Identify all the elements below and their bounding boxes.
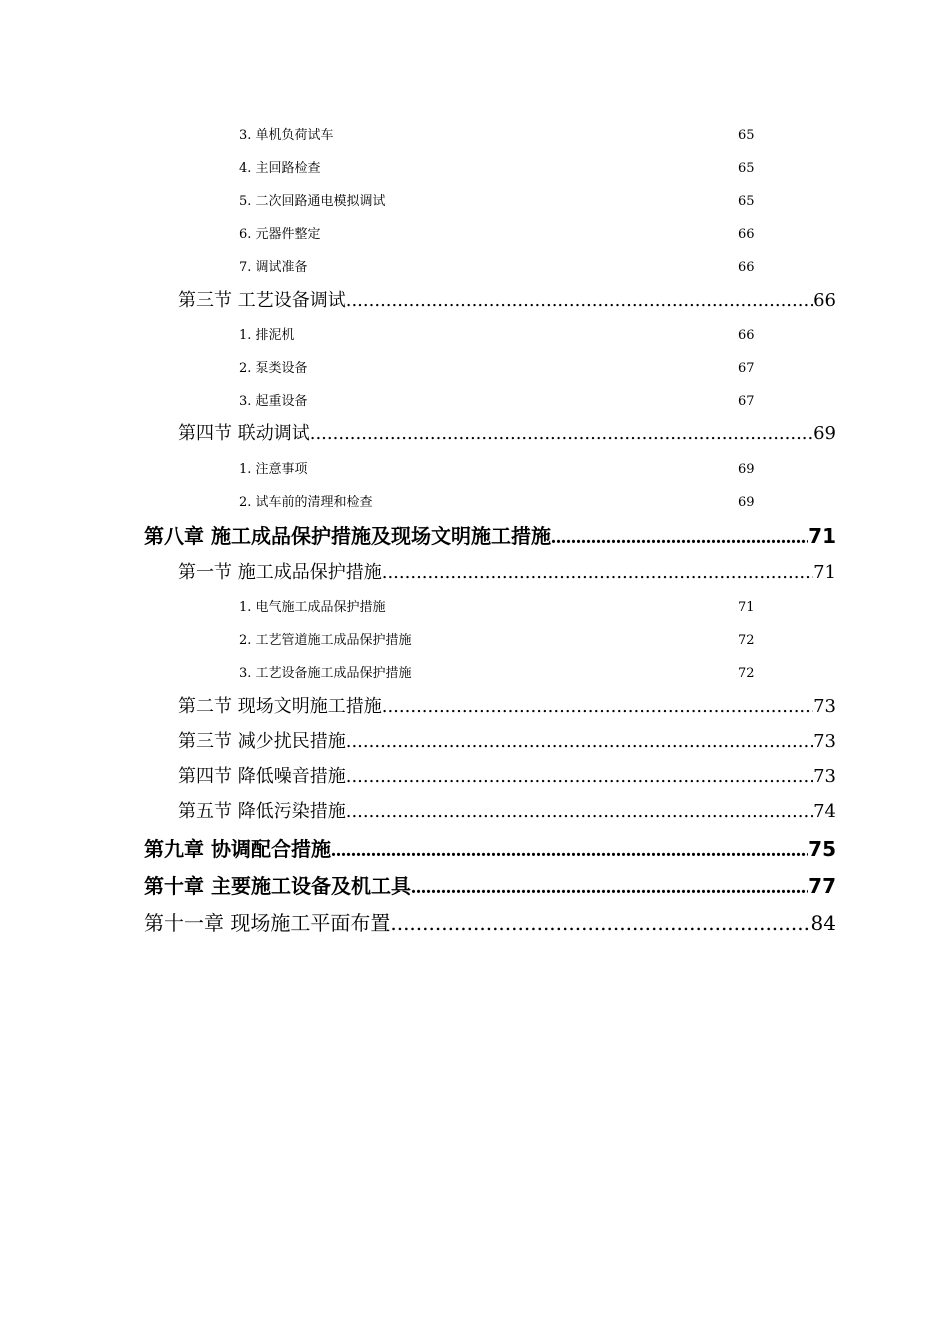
toc-entry[interactable] — [239, 225, 839, 245]
toc-entry[interactable] — [239, 359, 839, 379]
toc-entry-page: 66 — [738, 328, 755, 343]
toc-entry[interactable] — [239, 631, 839, 651]
toc-chapter-title: 第八章 施工成品保护措施及现场文明施工措施 — [144, 524, 551, 548]
toc-entry-page: 65 — [738, 194, 755, 209]
toc-entry-page: 65 — [738, 161, 755, 176]
toc-entry-page: 67 — [738, 361, 755, 376]
toc-chapter[interactable] — [144, 835, 836, 863]
dot-leader — [310, 421, 813, 447]
toc-entry-title: 1. 注意事项 — [239, 462, 308, 477]
toc-entry-page: 67 — [738, 394, 755, 409]
toc-entry-page: 66 — [738, 227, 755, 242]
toc-entry[interactable] — [239, 159, 839, 179]
toc-chapter-title: 第十章 主要施工设备及机工具 — [144, 874, 411, 898]
toc-section[interactable] — [178, 764, 836, 790]
dot-leader — [411, 873, 808, 901]
toc-entry-page: 69 — [738, 495, 755, 510]
dot-leader — [382, 694, 813, 720]
toc-section[interactable] — [178, 694, 836, 720]
toc-section[interactable] — [178, 288, 836, 314]
toc-entry[interactable] — [239, 258, 839, 278]
toc-section-title: 第三节 减少扰民措施 — [178, 731, 346, 752]
toc-section-title: 第二节 现场文明施工措施 — [178, 696, 382, 717]
dot-leader — [551, 523, 808, 551]
toc-entry-page: 69 — [738, 462, 755, 477]
toc-chapter[interactable] — [144, 522, 836, 550]
toc-entry-page: 66 — [738, 260, 755, 275]
toc-entry-title: 2. 泵类设备 — [239, 361, 308, 376]
dot-leader — [346, 799, 813, 825]
toc-entry-title: 2. 试车前的清理和检查 — [239, 495, 373, 510]
toc-entry-page: 72 — [738, 633, 755, 648]
toc-chapter-page: 71 — [808, 524, 836, 548]
dot-leader — [390, 909, 810, 937]
toc-entry-title: 6. 元器件整定 — [239, 227, 321, 242]
toc-chapter-title: 第十一章 现场施工平面布置 — [144, 911, 391, 935]
toc-section-page: 73 — [813, 731, 836, 752]
toc-chapter[interactable] — [144, 872, 836, 900]
toc-section-title: 第五节 降低污染措施 — [178, 801, 346, 822]
toc-entry-title: 1. 电气施工成品保护措施 — [239, 600, 386, 615]
dot-leader — [346, 729, 813, 755]
toc-entry-title: 1. 排泥机 — [239, 328, 295, 343]
toc-section-title: 第一节 施工成品保护措施 — [178, 562, 382, 583]
toc-section-page: 74 — [813, 801, 836, 822]
toc-section[interactable] — [178, 421, 836, 447]
dot-leader — [346, 288, 813, 314]
toc-entry-title: 7. 调试准备 — [239, 260, 308, 275]
toc-entry[interactable] — [239, 326, 839, 346]
toc-section-page: 66 — [813, 290, 836, 311]
toc-entry-page: 65 — [738, 128, 755, 143]
toc-section-title: 第三节 工艺设备调试 — [178, 290, 346, 311]
toc-entry[interactable] — [239, 460, 839, 480]
toc-chapter-page: 84 — [810, 911, 836, 935]
toc-entry[interactable] — [239, 392, 839, 412]
toc-chapter-page: 75 — [808, 837, 836, 861]
dot-leader — [382, 560, 813, 586]
toc-section[interactable] — [178, 560, 836, 586]
toc-entry-title: 3. 单机负荷试车 — [239, 128, 334, 143]
toc-section-title: 第四节 联动调试 — [178, 423, 310, 444]
toc-section[interactable] — [178, 729, 836, 755]
toc-entry-page: 71 — [738, 600, 755, 615]
toc-entry-title: 5. 二次回路通电模拟调试 — [239, 194, 386, 209]
toc-section[interactable] — [178, 799, 836, 825]
toc-entry-title: 4. 主回路检查 — [239, 161, 321, 176]
toc-section-page: 71 — [813, 562, 836, 583]
toc-entry-page: 72 — [738, 666, 755, 681]
toc-entry[interactable] — [239, 664, 839, 684]
toc-chapter-page: 77 — [808, 874, 836, 898]
toc-entry[interactable] — [239, 192, 839, 212]
toc-section-title: 第四节 降低噪音措施 — [178, 766, 346, 787]
toc-section-page: 69 — [813, 423, 836, 444]
toc-entry-title: 3. 起重设备 — [239, 394, 308, 409]
toc-entry-title: 3. 工艺设备施工成品保护措施 — [239, 666, 412, 681]
toc-chapter-title: 第九章 协调配合措施 — [144, 837, 331, 861]
toc-chapter[interactable] — [144, 909, 836, 937]
dot-leader — [346, 764, 813, 790]
toc-entry-title: 2. 工艺管道施工成品保护措施 — [239, 633, 412, 648]
toc-entry[interactable] — [239, 598, 839, 618]
toc-entry[interactable] — [239, 493, 839, 513]
toc-section-page: 73 — [813, 696, 836, 717]
dot-leader — [331, 836, 808, 864]
toc-section-page: 73 — [813, 766, 836, 787]
toc-entry[interactable] — [239, 126, 839, 146]
